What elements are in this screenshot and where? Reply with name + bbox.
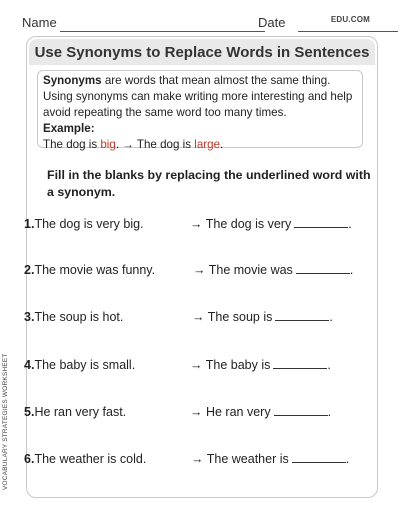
worksheet-title: Use Synonyms to Replace Words in Sentences bbox=[29, 39, 375, 65]
answer-5 bbox=[190, 405, 331, 419]
example-post: . bbox=[220, 138, 224, 151]
answer-prompt: → The soup is bbox=[192, 310, 273, 324]
date-line[interactable] bbox=[298, 31, 398, 32]
answer-blank[interactable] bbox=[296, 263, 350, 274]
answer-blank[interactable] bbox=[275, 310, 329, 321]
answer-blank[interactable] bbox=[294, 217, 348, 228]
question-number: 1. bbox=[24, 217, 35, 231]
example-word-original: big bbox=[100, 138, 116, 151]
answer-1 bbox=[190, 217, 352, 231]
question-1 bbox=[24, 217, 144, 231]
brand-logo: EDU.COM bbox=[330, 15, 370, 24]
question-2 bbox=[24, 263, 155, 277]
worksheet-header bbox=[18, 9, 382, 31]
question-number: 5. bbox=[24, 405, 35, 419]
answer-blank[interactable] bbox=[274, 405, 328, 416]
answer-2 bbox=[193, 263, 353, 277]
name-label: Name bbox=[22, 15, 57, 30]
answer-blank[interactable] bbox=[292, 452, 346, 463]
answer-prompt: → The baby is bbox=[190, 358, 271, 372]
answer-prompt: → He ran very bbox=[190, 405, 271, 419]
question-4 bbox=[24, 358, 135, 372]
question-sentence: The movie was funny. bbox=[34, 263, 156, 277]
example-pre: The dog is bbox=[43, 138, 101, 151]
definition-text: are words that mean almost the same thing. bbox=[101, 74, 331, 87]
question-sentence: The soup is hot. bbox=[34, 310, 124, 324]
instructions: Fill in the blanks by replacing the underlined word with a synonym. bbox=[47, 168, 371, 199]
definition-term: Synonyms bbox=[43, 74, 102, 87]
example-word-synonym: large bbox=[194, 138, 221, 151]
question-sentence: He ran very fast. bbox=[34, 405, 127, 419]
question-sentence: The weather is cold. bbox=[34, 452, 147, 466]
date-label: Date bbox=[258, 15, 286, 30]
answer-prompt: → The weather is bbox=[191, 452, 289, 466]
example-mid: . → The dog is bbox=[115, 138, 195, 151]
answer-blank[interactable] bbox=[273, 358, 327, 369]
answer-end: . bbox=[327, 405, 332, 419]
question-number: 4. bbox=[24, 358, 35, 372]
example-sentence bbox=[43, 137, 362, 153]
example-label: Example: bbox=[43, 122, 95, 135]
answer-prompt: → The dog is very bbox=[190, 217, 292, 231]
answer-end: . bbox=[327, 358, 331, 372]
definition-line-3: avoid repeating the same word too many times. bbox=[43, 106, 287, 119]
question-3 bbox=[24, 310, 123, 324]
answer-6 bbox=[191, 452, 349, 466]
answer-prompt: → The movie was bbox=[193, 263, 293, 277]
question-number: 6. bbox=[24, 452, 35, 466]
question-5 bbox=[24, 405, 126, 419]
question-number: 3. bbox=[24, 310, 35, 324]
answer-end: . bbox=[345, 452, 350, 466]
side-label: VOCABULARY STRATEGIES WORKSHEET bbox=[2, 353, 9, 490]
answer-end: . bbox=[349, 263, 354, 277]
question-sentence: The baby is small. bbox=[34, 358, 136, 372]
question-number: 2. bbox=[24, 263, 35, 277]
question-sentence: The dog is very big. bbox=[34, 217, 144, 231]
name-line[interactable] bbox=[60, 31, 265, 32]
definition-box bbox=[37, 70, 363, 151]
answer-end: . bbox=[348, 217, 352, 231]
answer-end: . bbox=[329, 310, 333, 324]
definition-line-2: Using synonyms can make writing more interesting and help bbox=[43, 90, 353, 103]
question-6 bbox=[24, 452, 146, 466]
answer-3 bbox=[192, 310, 333, 324]
answer-4 bbox=[190, 358, 331, 372]
